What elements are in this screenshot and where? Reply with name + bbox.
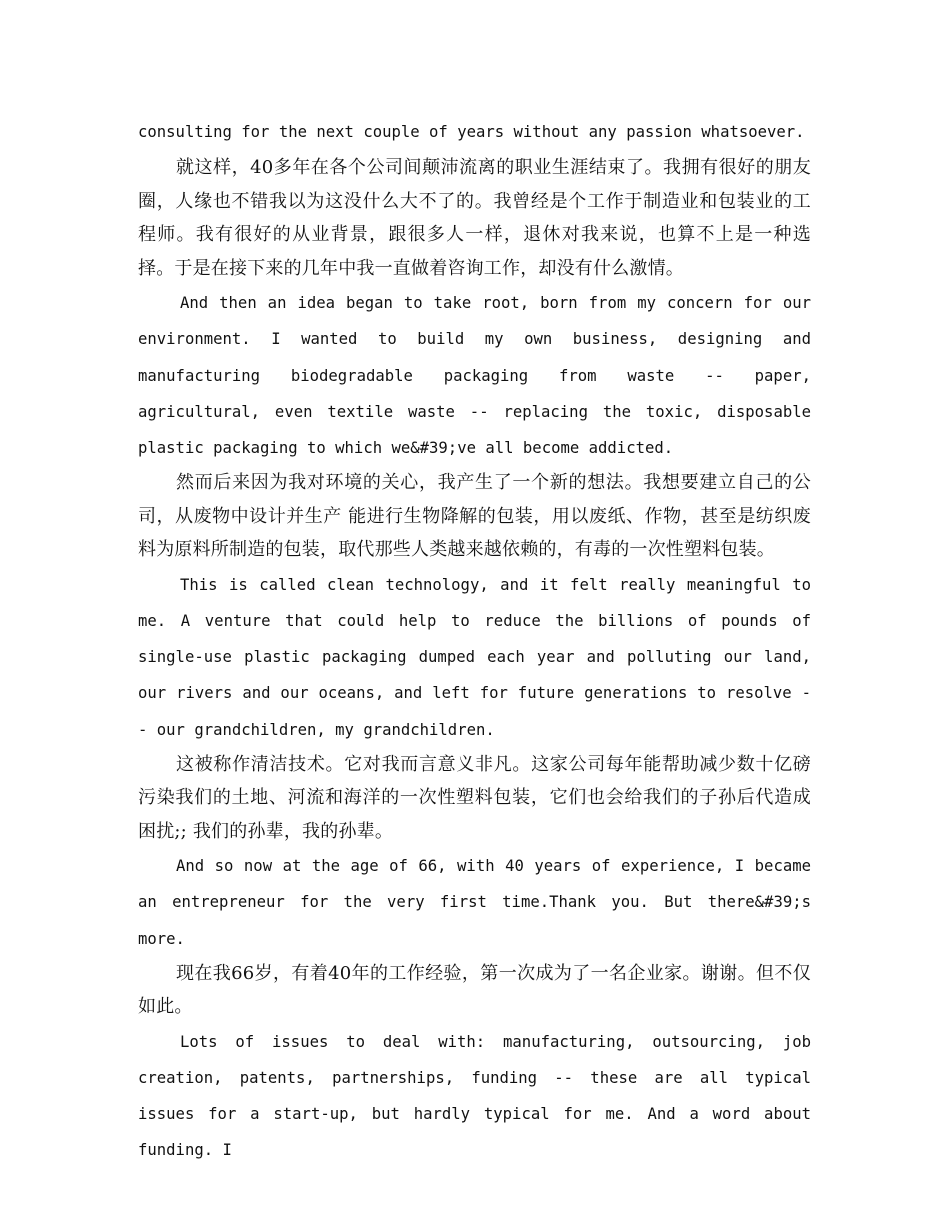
paragraph-en-1: consulting for the next couple of years without any passion whatsoever. [138, 123, 805, 141]
document-body [138, 114, 811, 1169]
paragraph-en-3: This is called clean technology, and it felt really meaningful to me. A venture that could help to reduce the billions of pounds of single-use plastic packaging dumped each year and polluting our land, our rivers and our oceans, and left for future generations to resolve -- our grandchildren, my grandchildren. [138, 575, 811, 739]
paragraph-zh-1: 就这样，40多年在各个公司间颠沛流离的职业生涯结束了。我拥有很好的朋友圈，人缘也不错我以为这没什么大不了的。我曾经是个工作于制造业和包装业的工程师。我有很好的从业背景，跟很多人一样，退休对我来说，也算不上是一种选择。于是在接下来的几年中我一直做着咨询工作，却没有什么激情。 [138, 157, 811, 279]
paragraph-zh-2: 然而后来因为我对环境的关心，我产生了一个新的想法。我想要建立自己的公司，从废物中设计并生产 能进行生物降解的包装，用以废纸、作物，甚至是纺织废料为原料所制造的包装，取代那些人类越来越依赖的，有毒的一次性塑料包装。 [138, 472, 811, 561]
paragraph-en-5: Lots of issues to deal with: manufacturing, outsourcing, job creation, patents, partnerships, funding -- these are all typical issues for a start-up, but hardly typical for me. And a word about funding. I [138, 1032, 811, 1160]
paragraph-zh-3: 这被称作清洁技术。它对我而言意义非凡。这家公司每年能帮助减少数十亿磅污染我们的土地、河流和海洋的一次性塑料包装，它们也会给我们的子孙后代造成困扰;; 我们的孙辈，我的孙辈。 [138, 753, 811, 842]
paragraph-en-4: And so now at the age of 66, with 40 years of experience, I became an entrepreneur for the very first time.Thank you. But there&#39;s more. [138, 857, 811, 948]
paragraph-zh-4: 现在我66岁，有着40年的工作经验，第一次成为了一名企业家。谢谢。但不仅如此。 [138, 962, 811, 1018]
paragraph-en-2: And then an idea began to take root, born from my concern for our environment. I wanted to build my own business, designing and manufacturing biodegradable packaging from waste -- paper, agricultural, even textile waste -- replacing the toxic, disposable plastic packaging to which we&#39;ve all become addicted. [138, 294, 811, 458]
